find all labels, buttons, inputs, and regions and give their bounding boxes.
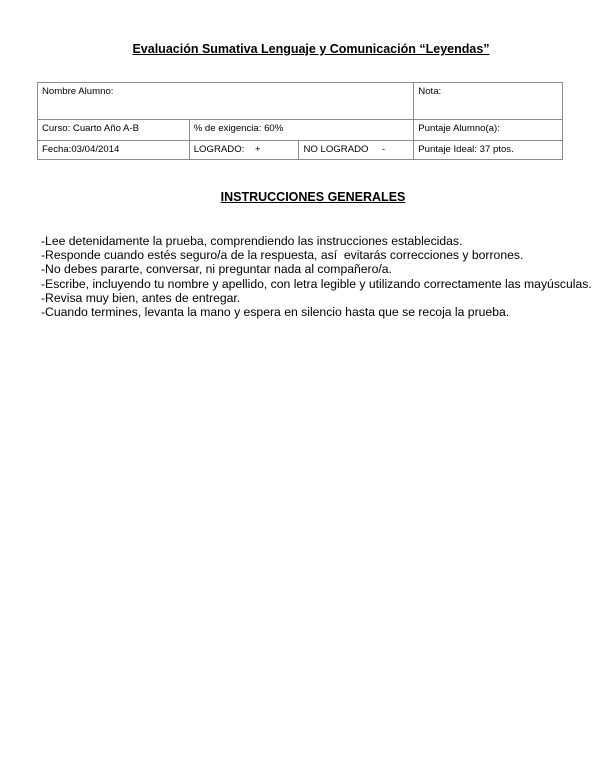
grade-cell: Nota:	[414, 83, 563, 120]
student-score-cell: Puntaje Alumno(a):	[414, 120, 563, 141]
table-row	[38, 83, 563, 120]
not-achieved-cell: NO LOGRADO -	[299, 141, 414, 160]
student-name-cell: Nombre Alumno:	[38, 83, 414, 120]
student-info-table	[37, 82, 563, 160]
instructions-list	[41, 234, 592, 320]
requirement-cell: % de exigencia: 60%	[189, 120, 414, 141]
list-item: -Escribe, incluyendo tu nombre y apellido, con letra legible y utilizando correctamente las mayúsculas.	[41, 276, 592, 291]
list-item: -Lee detenidamente la prueba, comprendiendo las instrucciones establecidas.	[41, 234, 463, 248]
list-item: -No debes pararte, conversar, ni preguntar nada al compañero/a.	[41, 262, 392, 277]
list-item: -Revisa muy bien, antes de entregar.	[41, 290, 241, 305]
ideal-score-cell: Puntaje Ideal: 37 ptos.	[414, 141, 563, 160]
achieved-cell: LOGRADO: +	[189, 141, 299, 160]
list-item: -Cuando termines, levanta la mano y espera en silencio hasta que se recoja la prueba.	[41, 305, 510, 320]
document-title: Evaluación Sumativa Lenguaje y Comunicación “Leyendas”	[132, 42, 490, 56]
course-cell: Curso: Cuarto Año A-B	[38, 120, 190, 141]
table-row	[38, 120, 563, 141]
list-item: -Responde cuando estés seguro/a de la respuesta, así evitarás correcciones y borrones.	[41, 248, 524, 263]
table-row	[38, 141, 563, 160]
instructions-heading: INSTRUCCIONES GENERALES	[220, 190, 406, 204]
date-cell: Fecha:03/04/2014	[38, 141, 190, 160]
